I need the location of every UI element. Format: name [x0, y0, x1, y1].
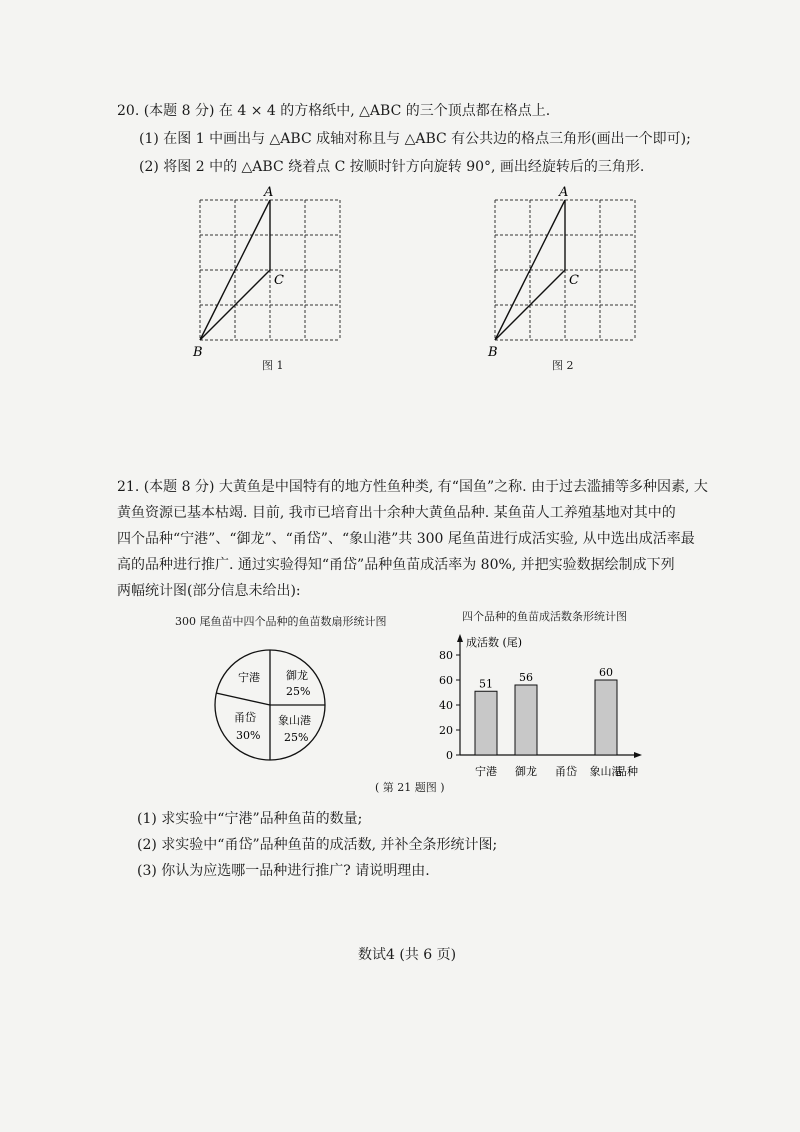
q20-part2: (2) 将图 2 中的 △ABC 绕着点 C 按顺时针方向旋转 90°, 画出经旋转后的三角形. [139, 159, 645, 175]
y-axis-arrow [457, 634, 463, 642]
q21-sub1: (1) 求实验中“宁港”品种鱼苗的数量; [137, 811, 363, 827]
pie-slice-value: 25% [284, 731, 309, 744]
pie-slice-value: 25% [286, 685, 311, 698]
vertex-b-label: B [193, 345, 203, 360]
q20-header: 20. (本题 8 分) 在 4 × 4 的方格纸中, △ABC 的三个顶点都在格点上. [117, 103, 551, 119]
pie-slice-label: 御龙 [286, 669, 308, 682]
vertex-a-label: A [559, 185, 569, 200]
q21-line5: 两幅统计图(部分信息未给出): [117, 583, 301, 599]
y-tick-label: 20 [439, 724, 453, 737]
x-tick-label: 御龙 [515, 765, 537, 778]
bar-value-label: 60 [599, 666, 613, 679]
pie-slice-label: 甬岱 [234, 711, 256, 724]
vertex-c-label: C [274, 273, 284, 288]
bar-chart [420, 630, 670, 790]
bar-value-label: 56 [519, 671, 533, 684]
bar [595, 680, 617, 755]
vertex-c-label: C [569, 273, 579, 288]
bar-chart-title: 四个品种的鱼苗成活数条形统计图 [462, 610, 627, 623]
x-tick-label: 象山港 [589, 765, 623, 778]
pie-chart [210, 645, 330, 765]
bar-value-label: 51 [479, 677, 493, 691]
y-axis-label: 成活数 (尾) [466, 636, 523, 649]
bar [475, 691, 497, 755]
q21-line3: 四个品种“宁港”、“御龙”、“甬岱”、“象山港”共 300 尾鱼苗进行成活实验, 从中选出成活率最 [117, 531, 695, 547]
figure-2-caption: 图 2 [552, 359, 574, 372]
q21-line1: 21. (本题 8 分) 大黄鱼是中国特有的地方性鱼种类, 有“国鱼”之称. 由于过去滥捕等多种因素, 大 [117, 479, 708, 495]
page-footer: 数试4 (共 6 页) [358, 947, 457, 963]
pie-slice-value: 30% [236, 729, 261, 742]
bar [515, 685, 537, 755]
q21-line4: 高的品种进行推广. 通过实验得知“甬岱”品种鱼苗成活率为 80%, 并把实验数据绘制成下列 [117, 557, 675, 573]
q20-part1: (1) 在图 1 中画出与 △ABC 成轴对称且与 △ABC 有公共边的格点三角形(画出一个即可); [139, 131, 691, 147]
vertex-a-label: A [264, 185, 274, 200]
y-tick-label: 80 [439, 649, 453, 662]
figure-caption-21: ( 第 21 题图 ) [375, 781, 445, 794]
y-tick-label: 60 [439, 674, 453, 687]
x-tick-label: 甬岱 [555, 765, 577, 778]
x-axis-arrow [634, 752, 642, 758]
grid-figure-1 [185, 180, 355, 380]
q21-sub3: (3) 你认为应选哪一品种进行推广? 请说明理由. [137, 863, 430, 879]
y-tick-label: 0 [446, 749, 453, 762]
pie-slice-label: 宁港 [238, 671, 260, 684]
vertex-b-label: B [488, 345, 498, 360]
pie-chart-title: 300 尾鱼苗中四个品种的鱼苗数扇形统计图 [175, 615, 387, 628]
x-axis-label: 品种 [616, 765, 638, 778]
x-tick-label: 宁港 [475, 765, 497, 778]
grid-figure-2 [480, 180, 650, 380]
y-tick-label: 40 [439, 699, 453, 712]
pie-slice-label: 象山港 [278, 714, 311, 727]
q21-sub2: (2) 求实验中“甬岱”品种鱼苗的成活数, 并补全条形统计图; [137, 837, 498, 853]
q21-line2: 黄鱼资源已基本枯竭. 目前, 我市已培育出十余种大黄鱼品种. 某鱼苗人工养殖基地对其中的 [117, 505, 676, 521]
figure-1-caption: 图 1 [262, 359, 284, 372]
pie-divider [216, 693, 270, 705]
